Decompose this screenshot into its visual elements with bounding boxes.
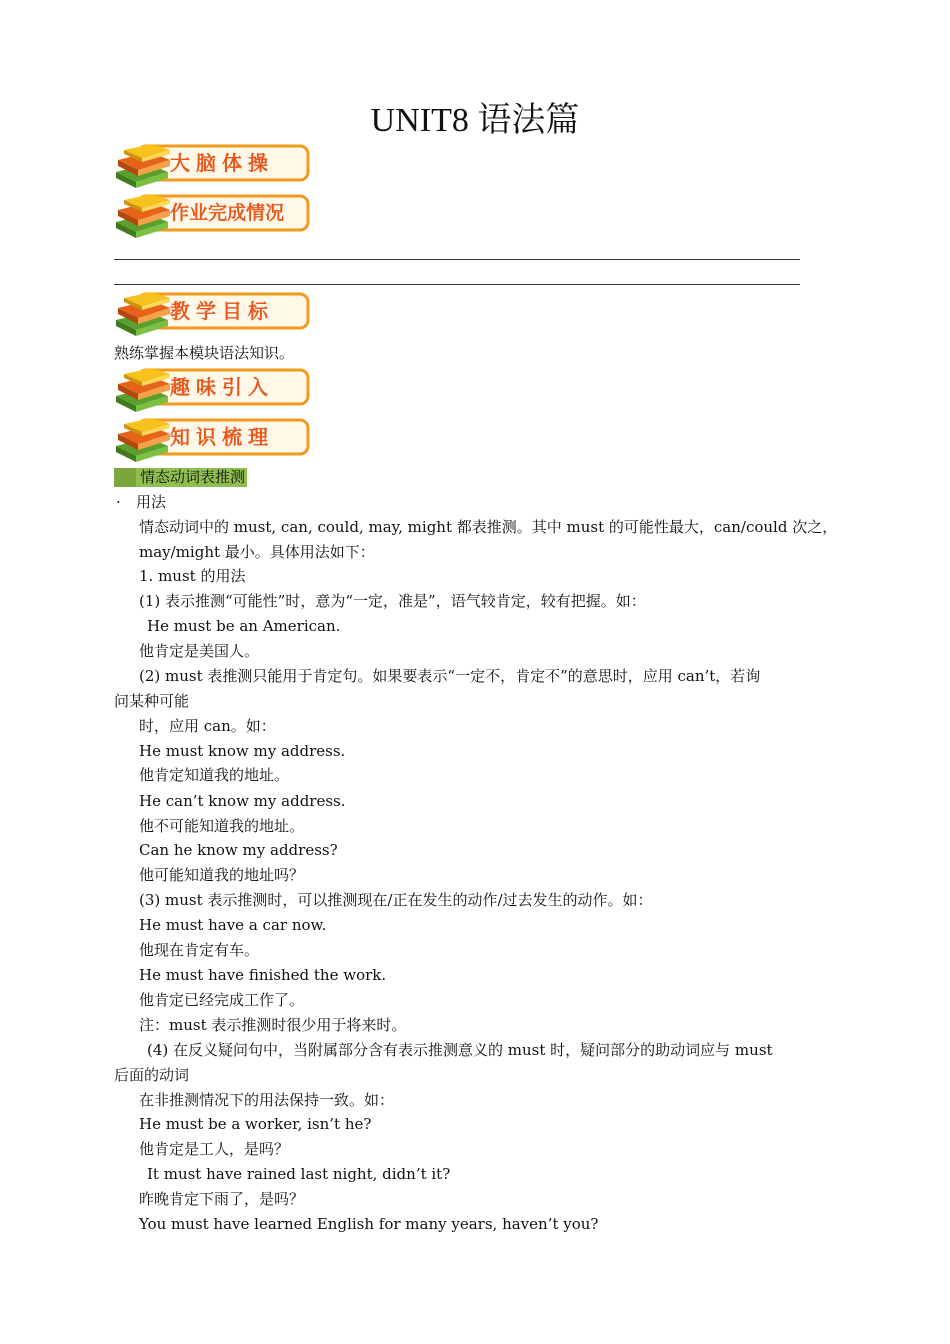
example-en: It must have rained last night, didn’t it? bbox=[147, 1165, 451, 1183]
example-en: He can’t know my address. bbox=[139, 792, 346, 810]
example-en: He must be a worker, isn’t he? bbox=[139, 1115, 372, 1133]
example-en: Can he know my address? bbox=[139, 841, 338, 859]
banner-label: 趣味引入 bbox=[170, 375, 274, 399]
section-label-text: 情态动词表推测 bbox=[140, 468, 246, 486]
banner-label: 教学目标 bbox=[170, 299, 274, 323]
banner-label: 作业完成情况 bbox=[170, 202, 285, 224]
page-title: UNIT8 语法篇 bbox=[370, 102, 580, 139]
section-label bbox=[114, 468, 247, 487]
example-zh: 他肯定是工人，是吗？ bbox=[139, 1140, 290, 1158]
banner-homework bbox=[114, 192, 310, 236]
subheading: 1. must 的用法 bbox=[139, 567, 246, 585]
banner-brain-exercise bbox=[114, 142, 310, 186]
goal-text: 熟练掌握本模块语法知识。 bbox=[114, 344, 295, 362]
note-line: 注：must 表示推测时很少用于将来时。 bbox=[139, 1016, 407, 1034]
paragraph-line: 在非推测情况下的用法保持一致。如： bbox=[139, 1091, 395, 1109]
bullet: · bbox=[116, 493, 121, 511]
example-zh: 他现在肯定有车。 bbox=[139, 941, 260, 959]
example-zh: 昨晚肯定下雨了，是吗？ bbox=[139, 1190, 305, 1208]
example-zh: 他不可能知道我的地址。 bbox=[139, 817, 305, 835]
example-zh: 他肯定知道我的地址。 bbox=[139, 766, 290, 784]
example-en: You must have learned English for many years, haven’t you? bbox=[139, 1215, 599, 1233]
paragraph-line: (2) must 表推测只能用于肯定句。如果要表示“一定不，肯定不”的意思时，应用 can’t，若询 bbox=[139, 667, 761, 685]
paragraph-line: (1) 表示推测“可能性”时，意为“一定，准是”，语气较肯定，较有把握。如： bbox=[139, 592, 646, 610]
banner-label: 知识梳理 bbox=[170, 425, 274, 449]
blank-line bbox=[114, 259, 800, 260]
paragraph-line: 后面的动词 bbox=[114, 1066, 190, 1084]
example-en: He must have finished the work. bbox=[139, 966, 387, 984]
paragraph-line: 问某种可能 bbox=[114, 692, 190, 710]
example-zh: 他可能知道我的地址吗？ bbox=[139, 866, 305, 884]
paragraph-line: 情态动词中的 must, can, could, may, might 都表推测。其中 must 的可能性最大，can/could 次之， bbox=[139, 518, 838, 536]
usage-heading: 用法 bbox=[136, 493, 167, 511]
example-en: He must know my address. bbox=[139, 742, 346, 760]
paragraph-line: may/might 最小。具体用法如下： bbox=[139, 543, 375, 561]
paragraph-line: (3) must 表示推测时，可以推测现在/正在发生的动作/过去发生的动作。如： bbox=[139, 891, 653, 909]
paragraph-line: (4) 在反义疑问句中，当附属部分含有表示推测意义的 must 时，疑问部分的助动词应与 must bbox=[147, 1041, 773, 1059]
example-en: He must have a car now. bbox=[139, 916, 327, 934]
example-en: He must be an American. bbox=[147, 617, 341, 635]
example-zh: 他肯定已经完成工作了。 bbox=[139, 991, 305, 1009]
section-marker bbox=[114, 468, 136, 487]
banner-knowledge bbox=[114, 416, 310, 460]
example-zh: 他肯定是美国人。 bbox=[139, 642, 260, 660]
blank-line bbox=[114, 284, 800, 285]
banner-label: 大脑体操 bbox=[170, 151, 274, 175]
banner-teaching-goal bbox=[114, 290, 310, 334]
paragraph-line: 时，应用 can。如： bbox=[139, 717, 276, 735]
banner-fun-intro bbox=[114, 366, 310, 410]
